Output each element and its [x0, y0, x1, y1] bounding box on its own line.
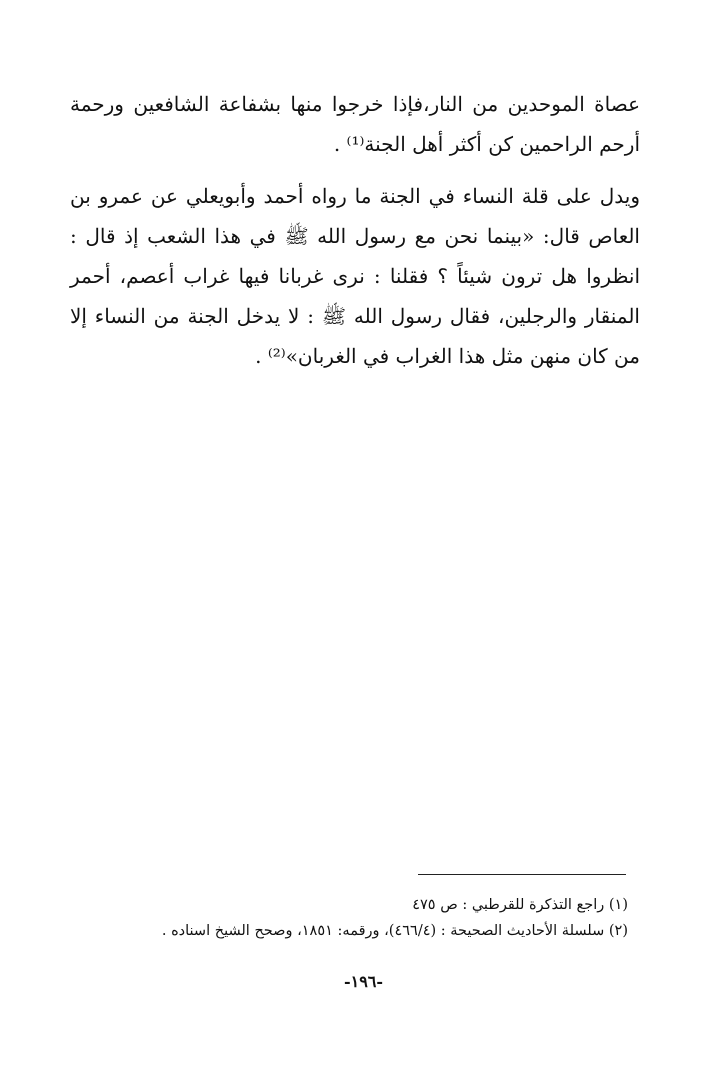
footnote-separator [418, 874, 626, 875]
footnote-2: (٢) سلسلة الأحاديث الصحيحة : (٤٦٦/٤)، ورقمه: ١٨٥١، وصحح الشيخ اسناده . [161, 923, 628, 939]
paragraph-1: عصاة الموحدين من النار،فإذا خرجوا منها بشفاعة الشافعين ورحمة أرحم الراحمين كن أكثر أهل الجنة⁽¹⁾ . [70, 92, 640, 156]
paragraph-2: ويدل على قلة النساء في الجنة ما رواه أحمد وأبويعلي عن عمرو بن العاص قال: «بينما نحن مع رسول الله ﷺ في هذا الشعب إذ قال : انظروا هل ترون شيئاً ؟ فقلنا : نرى غربانا فيها غراب أعصم، أحمر المنقار والرجلين، فقال رسول الله ﷺ : لا يدخل الجنة من النساء إلا من كان منهن مثل هذا الغراب في الغربان»⁽²⁾ . [70, 184, 640, 368]
footnote-1: (١) راجع التذكرة للقرطبي : ص ٤٧٥ [412, 897, 628, 913]
page-number: -١٩٦- [343, 972, 384, 991]
footnotes [120, 892, 628, 944]
main-text [70, 84, 640, 376]
